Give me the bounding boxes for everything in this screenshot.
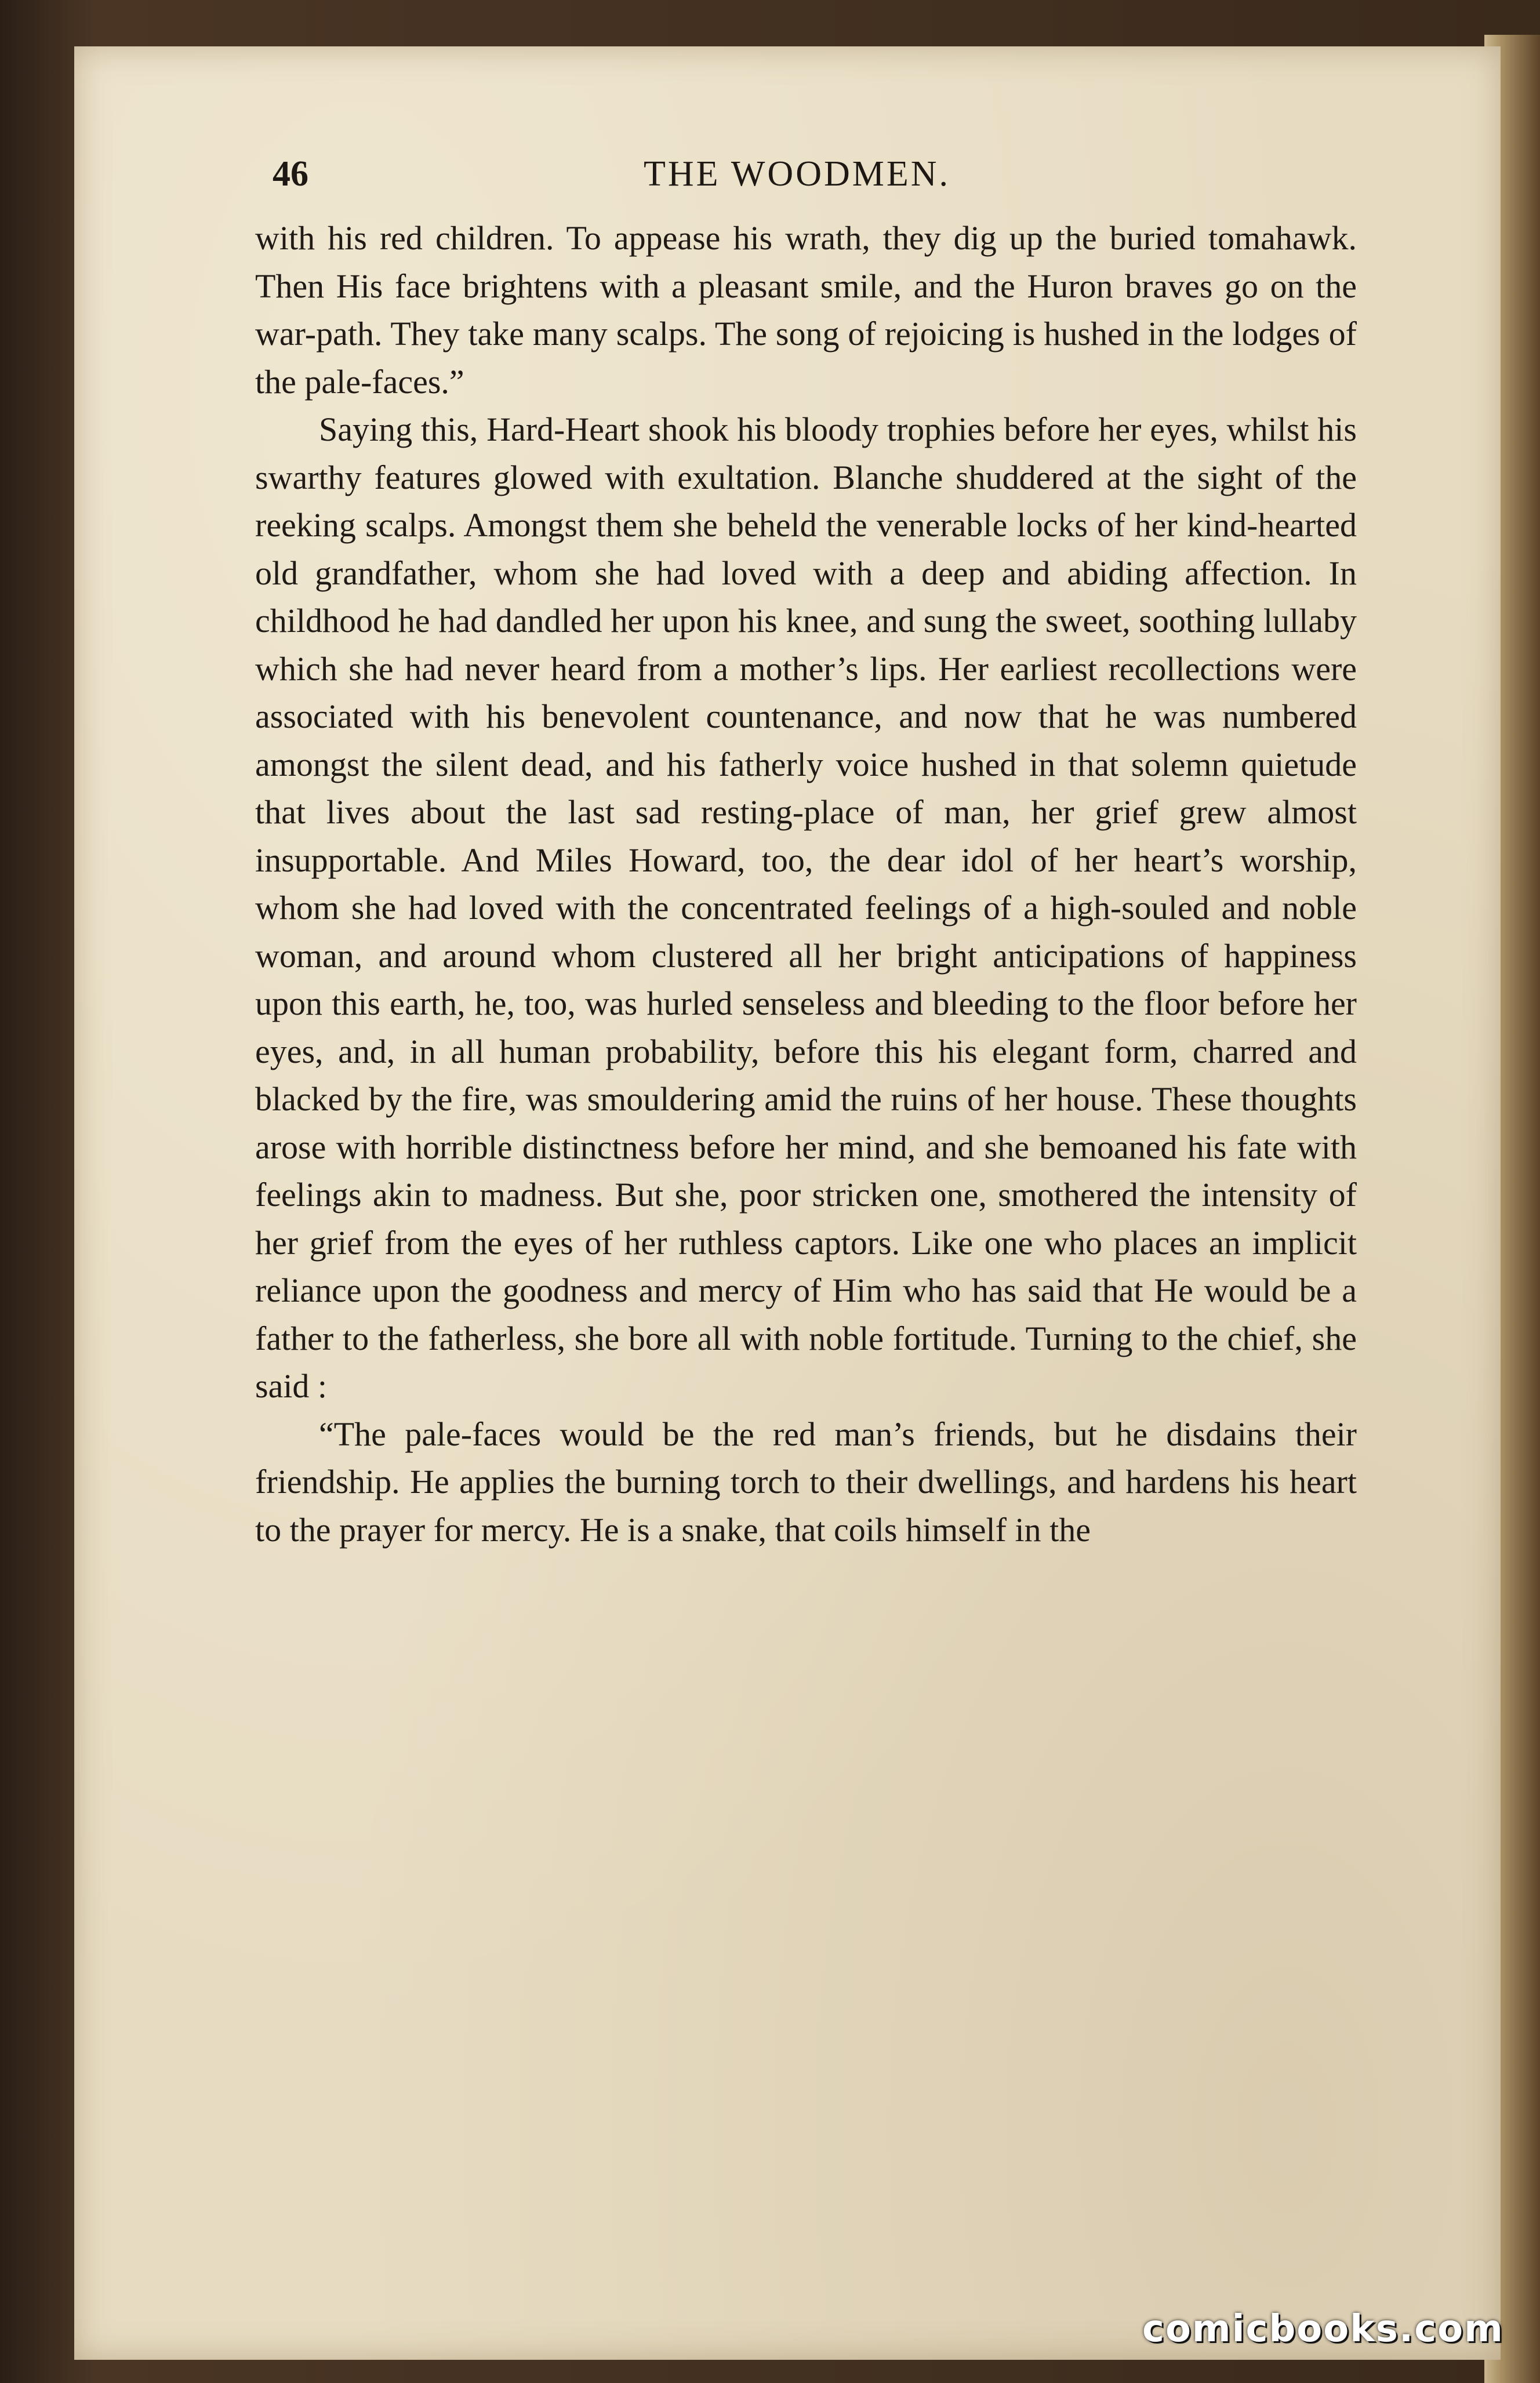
running-title: THE WOODMEN. <box>644 154 951 194</box>
watermark-logo: comicbooks.com <box>1142 2308 1504 2351</box>
paragraph-quote: “The pale-faces would be the red man’s friends, but he disdains their friendship. He applies the burning torch to their dwellings, and hardens his heart to the prayer for mercy. He is a snake, that coils himself in the <box>255 1415 1357 1549</box>
page-number: 46 <box>273 154 308 194</box>
body-text <box>255 215 1357 1554</box>
paragraph-main: Saying this, Hard-Heart shook his bloody trophies before her eyes, whilst his swarthy features glowed with exultation. Blanche shuddered at the sight of the reeking scalps. Amongst them she beheld the venerable locks of her kind-hearted old grandfather, whom she had loved with a deep and abiding affection. In childhood he had dandled her upon his knee, and sung the sweet, soothing lullaby which she had never heard from a mother’s lips. Her earliest recollections were associated with his benevolent countenance, and now that he was numbered amongst the silent dead, and his fatherly voice hushed in that solemn quietude that lives about the last sad resting-place of man, her grief grew almost insupportable. And Miles Howard, too, the dear idol of her heart’s worship, whom she had loved with the concentrated feelings of a high-souled and noble woman, and around whom clustered all her bright anticipations of happiness upon this earth, he, too, was hurled senseless and bleeding to the floor before her eyes, and, in all human probability, before this his elegant form, charred and blacked by the fire, was smouldering amid the ruins of her house. These thoughts arose with horrible distinctness before her mind, and she bemoaned his fate with feelings akin to madness. But she, poor stricken one, smothered the intensity of her grief from the eyes of her ruthless captors. Like one who places an implicit reliance upon the goodness and mercy of Him who has said that He would be a father to the fatherless, she bore all with noble fortitude. Turning to the chief, she said : <box>255 411 1357 1405</box>
page-header <box>273 151 1351 197</box>
paragraph-continuation: with his red children. To appease his wrath, they dig up the buried tomahawk. Then His face brightens with a pleasant smile, and the Huron braves go on the war-path. They take many scalps. The song of rejoicing is hushed in the lodges of the pale-faces.” <box>255 219 1357 401</box>
